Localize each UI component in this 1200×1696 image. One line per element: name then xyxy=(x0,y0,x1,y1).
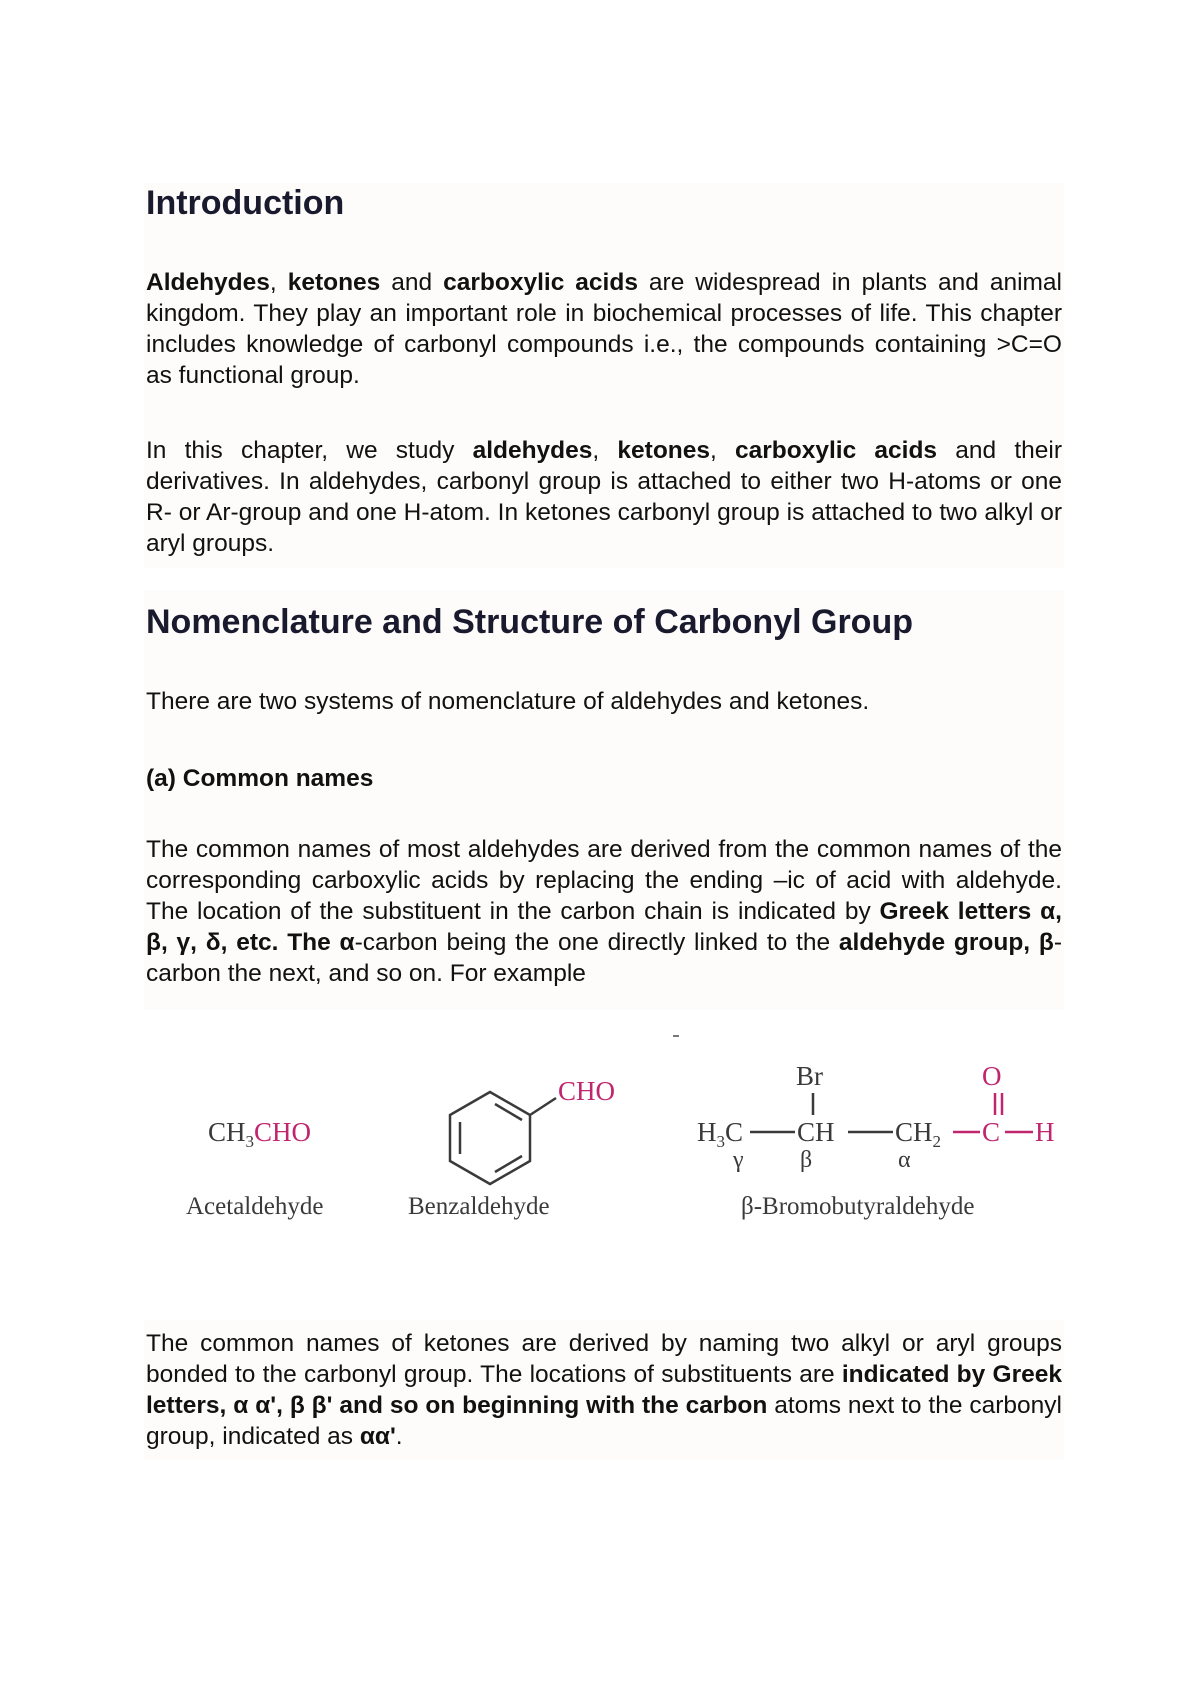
term-ketones: ketones xyxy=(287,269,381,296)
acetaldehyde-formula: $CH_3CHO$ xyxy=(208,1117,312,1151)
benzene-ring xyxy=(450,1092,556,1184)
nomenclature-paragraph-3: The common names of ketones are derived by naming two alkyl or aryl groups bonded to the carbonyl group. The locations of substituents are indicated by Greek letters, α α', β β' and so on beginning with the carbon atoms next to the carbonyl group, indicated as αα'. xyxy=(146,1330,1062,1450)
bromo-carbonyl-c: C xyxy=(982,1117,1001,1147)
acetaldehyde-label: Acetaldehyde xyxy=(186,1193,324,1220)
bromo-ch: CH xyxy=(797,1117,835,1147)
benzaldehyde-cho: CHO xyxy=(558,1076,616,1106)
bromo-ch2: $CH_2$ xyxy=(895,1117,942,1151)
benzaldehyde-label: Benzaldehyde xyxy=(408,1193,550,1220)
bromo-h-end: H xyxy=(1035,1117,1055,1147)
bromo-beta: β xyxy=(800,1147,813,1173)
bromo-br: Br xyxy=(796,1061,823,1091)
heading-nomenclature: Nomenclature and Structure of Carbonyl Group xyxy=(146,603,913,641)
nomenclature-paragraph-1: There are two systems of nomenclature of aldehydes and ketones. xyxy=(146,688,870,715)
bromobutyraldehyde-label: β-Bromobutyraldehyde xyxy=(741,1193,975,1220)
heading-introduction: Introduction xyxy=(146,184,345,222)
subheading-common-names: (a) Common names xyxy=(146,765,374,792)
bromo-h3c: $H_3C$ xyxy=(697,1117,744,1151)
bromo-carbonyl-o: O xyxy=(982,1061,1002,1091)
term-carboxylic-acids: carboxylic acids xyxy=(443,269,638,296)
intro-paragraph-1: Aldehydes, ketones and carboxylic acids are widespread in plants and animal kingdom. They play an important role in biochemical processes of life. This chapter includes knowledge of carbonyl compounds i.e., the compounds containing >C=O as functional group. xyxy=(146,269,1062,389)
term-aldehydes: Aldehydes xyxy=(146,269,270,296)
intro-paragraph-2: In this chapter, we study aldehydes, ketones, carboxylic acids and their derivatives. In aldehydes, carbonyl group is attached to either two H-atoms or one R- or Ar-group and one H-atom. In ketones carbonyl group is attached to two alkyl or aryl groups. xyxy=(146,437,1062,557)
nomenclature-paragraph-2: The common names of most aldehydes are derived from the common names of the corresponding carboxylic acids by replacing the ending –ic of acid with aldehyde. The location of the substituent in the carbon chain is indicated by Greek letters α, β, γ, δ, etc. The α-carbon being the one directly linked to the aldehyde group, β-carbon the next, and so on. For example xyxy=(146,836,1063,987)
bromo-gamma: γ xyxy=(733,1147,744,1173)
bromo-alpha: α xyxy=(898,1147,911,1173)
